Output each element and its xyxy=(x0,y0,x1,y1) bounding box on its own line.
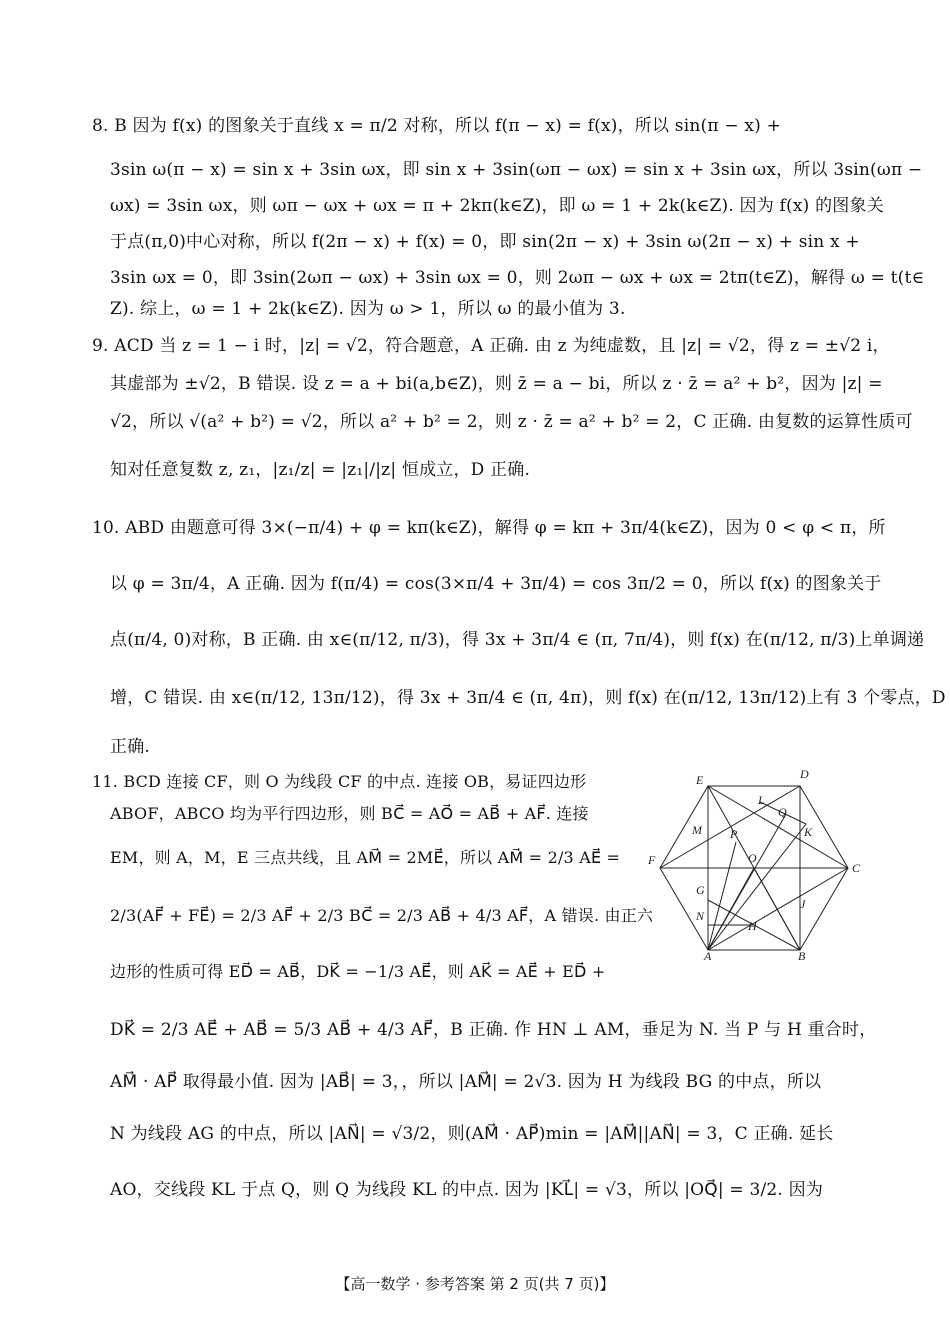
label-d: D xyxy=(800,767,809,781)
q11-line-2: ABOF，ABCO 均为平行四边形，则 BC⃗ = AO⃗ = AB⃗ + AF⃗. 连接 xyxy=(110,804,589,823)
q10-line-5: 正确. xyxy=(110,737,151,757)
q8-line-4: 于点(π,0)中心对称，所以 f(2π − x) + f(x) = 0，即 sin(2π − x) + 3sin ω(2π − x) + sin x + xyxy=(110,232,860,252)
q9-line-2: 其虚部为 ±√2，B 错误. 设 z = a + bi(a,b∈Z)，则 z̄ = a − bi，所以 z · z̄ = a² + b²，因为 |z| = xyxy=(110,374,883,394)
label-c: C xyxy=(852,861,861,875)
q11-line-5: 边形的性质可得 ED⃗ = AB⃗，DK⃗ = −1/3 AE⃗，则 AK⃗ = AE⃗ + ED⃗ + xyxy=(110,962,606,981)
q11-line-8: N 为线段 AG 的中点，所以 |AN⃗| = √3/2，则(AM⃗ · AP⃗)min = |AM⃗||AN⃗| = 3，C 正确. 延长 xyxy=(110,1124,834,1144)
label-q: Q xyxy=(778,805,787,819)
q9-line-3: √2，所以 √(a² + b²) = √2，所以 a² + b² = 2，则 z · z̄ = a² + b² = 2，C 正确. 由复数的运算性质可 xyxy=(110,412,913,432)
q8-line-5: 3sin ωx = 0，即 3sin(2ωπ − ωx) + 3sin ωx = 0，则 2ωπ − ωx + ωx = 2tπ(t∈Z)，解得 ω = t(t∈ xyxy=(110,268,925,288)
q10-line-4: 增，C 错误. 由 x∈(π/12, 13π/12)，得 3x + 3π/4 ∈ (π, 4π)，则 f(x) 在(π/12, 13π/12)上有 3 个零点，D xyxy=(110,688,946,708)
label-j: J xyxy=(800,897,806,911)
vector-ak xyxy=(708,824,806,950)
label-o: O xyxy=(748,851,757,865)
page-footer: 【高一数学 · 参考答案 第 2 页(共 7 页)】 xyxy=(335,1275,615,1293)
q11-line-1: 11. BCD 连接 CF，则 O 为线段 CF 的中点. 连接 OB，易证四边形 xyxy=(92,772,587,791)
q9-line-4: 知对任意复数 z, z₁，|z₁/z| = |z₁|/|z| 恒成立，D 正确. xyxy=(110,460,531,480)
label-f: F xyxy=(648,853,656,867)
q10-line-3: 点(π/4, 0)对称，B 正确. 由 x∈(π/12, π/3)，得 3x + 3π/4 ∈ (π, 7π/4)，则 f(x) 在(π/12, π/3)上单调递 xyxy=(110,630,925,650)
q11-line-7: AM⃗ · AP⃗ 取得最小值. 因为 |AB⃗| = 3，，所以 |AM⃗| = 2√3. 因为 H 为线段 BG 的中点，所以 xyxy=(110,1072,822,1092)
label-a: A xyxy=(704,949,712,962)
label-b: B xyxy=(798,949,806,962)
label-n: N xyxy=(696,909,705,923)
label-h: H xyxy=(748,919,757,933)
label-p: P xyxy=(730,827,738,841)
label-l: L xyxy=(758,793,765,807)
q11-line-9: AO，交线段 KL 于点 Q，则 Q 为线段 KL 的中点. 因为 |KL⃗| = √3，所以 |OQ⃗| = 3/2. 因为 xyxy=(110,1180,824,1200)
label-e: E xyxy=(696,773,704,787)
q10-line-1: 10. ABD 由题意可得 3×(−π/4) + φ = kπ(k∈Z)，解得 φ = kπ + 3π/4(k∈Z)，因为 0 < φ < π，所 xyxy=(92,518,886,538)
q11-line-6: DK⃗ = 2/3 AE⃗ + AB⃗ = 5/3 AB⃗ + 4/3 AF⃗，B 正确. 作 HN ⊥ AM，垂足为 N. 当 P 与 H 重合时， xyxy=(110,1020,877,1040)
q9-line-1: 9. ACD 当 z = 1 − i 时，|z| = √2，符合题意，A 正确. 由 z 为纯虚数，且 |z| = √2，得 z = ±√2 i， xyxy=(92,336,890,356)
q11-line-4: 2/3(AF⃗ + FE⃗) = 2/3 AF⃗ + 2/3 BC⃗ = 2/3 AB⃗ + 4/3 AF⃗，A 错误. 由正六 xyxy=(110,906,654,925)
q8-line-3: ωx) = 3sin ωx，则 ωπ − ωx + ωx = π + 2kπ(k∈Z)，即 ω = 1 + 2k(k∈Z). 因为 f(x) 的图象关 xyxy=(110,196,884,216)
vector-ao xyxy=(708,868,754,950)
q8-line-6: Z). 综上，ω = 1 + 2k(k∈Z). 因为 ω > 1，所以 ω 的最小值为 3. xyxy=(110,299,626,319)
q10-line-2: 以 φ = 3π/4，A 正确. 因为 f(π/4) = cos(3×π/4 + 3π/4) = cos 3π/2 = 0，所以 f(x) 的图象关于 xyxy=(110,574,882,594)
hexagon-figure xyxy=(648,762,868,962)
label-g: G xyxy=(696,883,705,897)
label-k: K xyxy=(804,825,813,839)
q8-line-1: 8. B 因为 f(x) 的图象关于直线 x = π/2 对称，所以 f(π − x) = f(x)，所以 sin(π − x) + xyxy=(92,116,782,136)
vector-ap xyxy=(708,842,736,950)
q11-line-3: EM，则 A，M，E 三点共线，且 AM⃗ = 2ME⃗，所以 AM⃗ = 2/3 AE⃗ = xyxy=(110,848,621,867)
label-m: M xyxy=(692,823,702,837)
q8-line-2: 3sin ω(π − x) = sin x + 3sin ωx，即 sin x + 3sin(ωπ − ωx) = sin x + 3sin ωx，所以 3sin(ωπ − xyxy=(110,160,923,180)
